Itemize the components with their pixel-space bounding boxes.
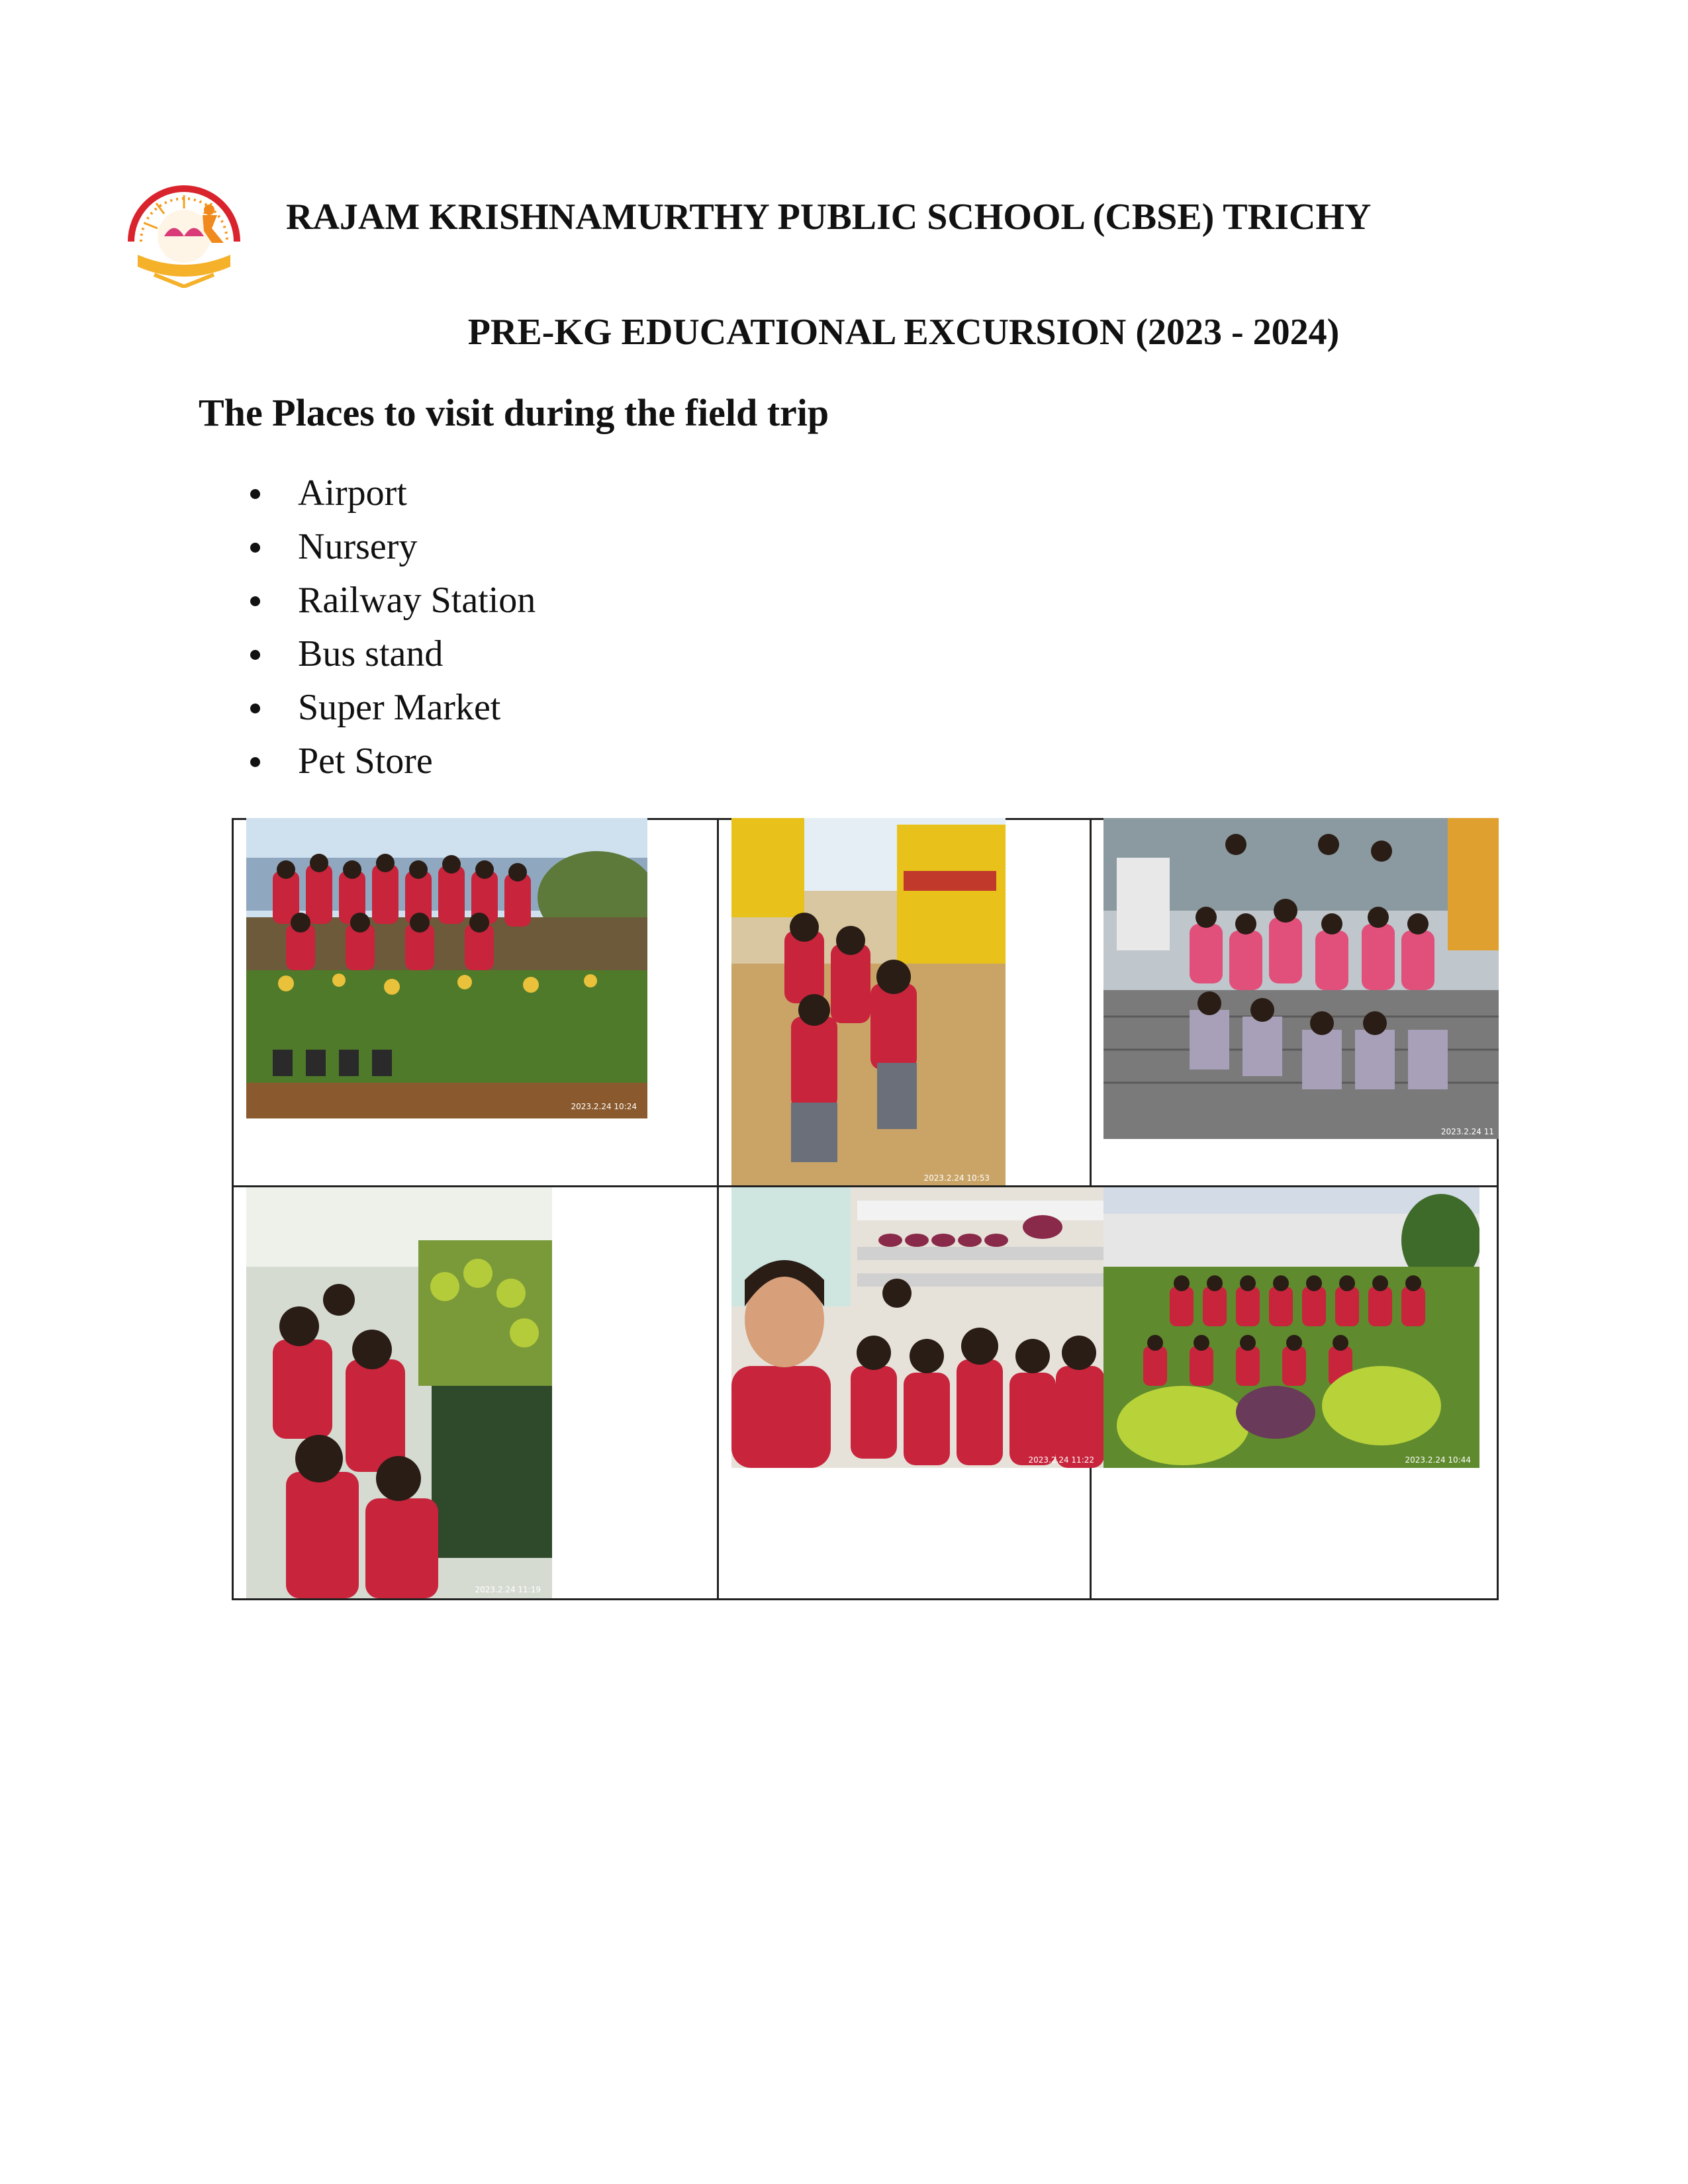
list-item [245, 735, 536, 788]
places-list [245, 467, 536, 788]
table-border-col1 [717, 818, 719, 1600]
photo-timestamp: 2023.2.24 10:53 [923, 1173, 990, 1183]
photo-bus-children [731, 818, 1006, 1185]
photo-garden-group [1103, 1187, 1479, 1468]
list-item-label: Pet Store [298, 741, 433, 782]
bullet-icon [250, 543, 260, 553]
school-name-heading: RAJAM KRISHNAMURTHY PUBLIC SCHOOL (CBSE) TRICHY [286, 197, 1372, 238]
photo-timestamp: 2023.2.24 10:44 [1405, 1455, 1471, 1465]
list-item-label: Railway Station [298, 580, 536, 621]
photo-nursery-group [246, 818, 647, 1118]
section-heading: The Places to visit during the field trip [199, 391, 829, 434]
bullet-icon [250, 757, 260, 767]
table-border-left [232, 818, 234, 1600]
photo-supermarket-selfie [731, 1187, 1104, 1468]
bullet-icon [250, 704, 260, 713]
list-item [245, 467, 536, 520]
list-item [245, 574, 536, 627]
photo-timestamp: 2023.2.24 11 [1440, 1127, 1494, 1136]
list-item-label: Nursery [298, 526, 418, 567]
list-item-label: Bus stand [298, 633, 444, 674]
list-item-label: Super Market [298, 687, 501, 728]
bullet-icon [250, 489, 260, 499]
photo-steps-group [1103, 818, 1499, 1139]
list-item [245, 520, 536, 574]
bullet-icon [250, 596, 260, 606]
page-title-text: PRE-KG EDUCATIONAL EXCURSION (2023 - 2024) [467, 312, 1340, 353]
page-title [0, 311, 1688, 353]
list-item [245, 681, 536, 735]
photo-timestamp: 2023.2.24 10:24 [571, 1102, 637, 1111]
photo-table [232, 818, 1499, 1600]
list-item [245, 627, 536, 681]
photo-timestamp: 2023.2.24 11:19 [475, 1585, 541, 1594]
photo-supermarket-vegetables [246, 1187, 552, 1598]
list-item-label: Airport [298, 473, 407, 514]
table-border-bottom [232, 1598, 1499, 1600]
bullet-icon [250, 650, 260, 660]
photo-timestamp: 2023.2.24 11:22 [1028, 1455, 1094, 1465]
school-logo-icon [118, 175, 250, 288]
